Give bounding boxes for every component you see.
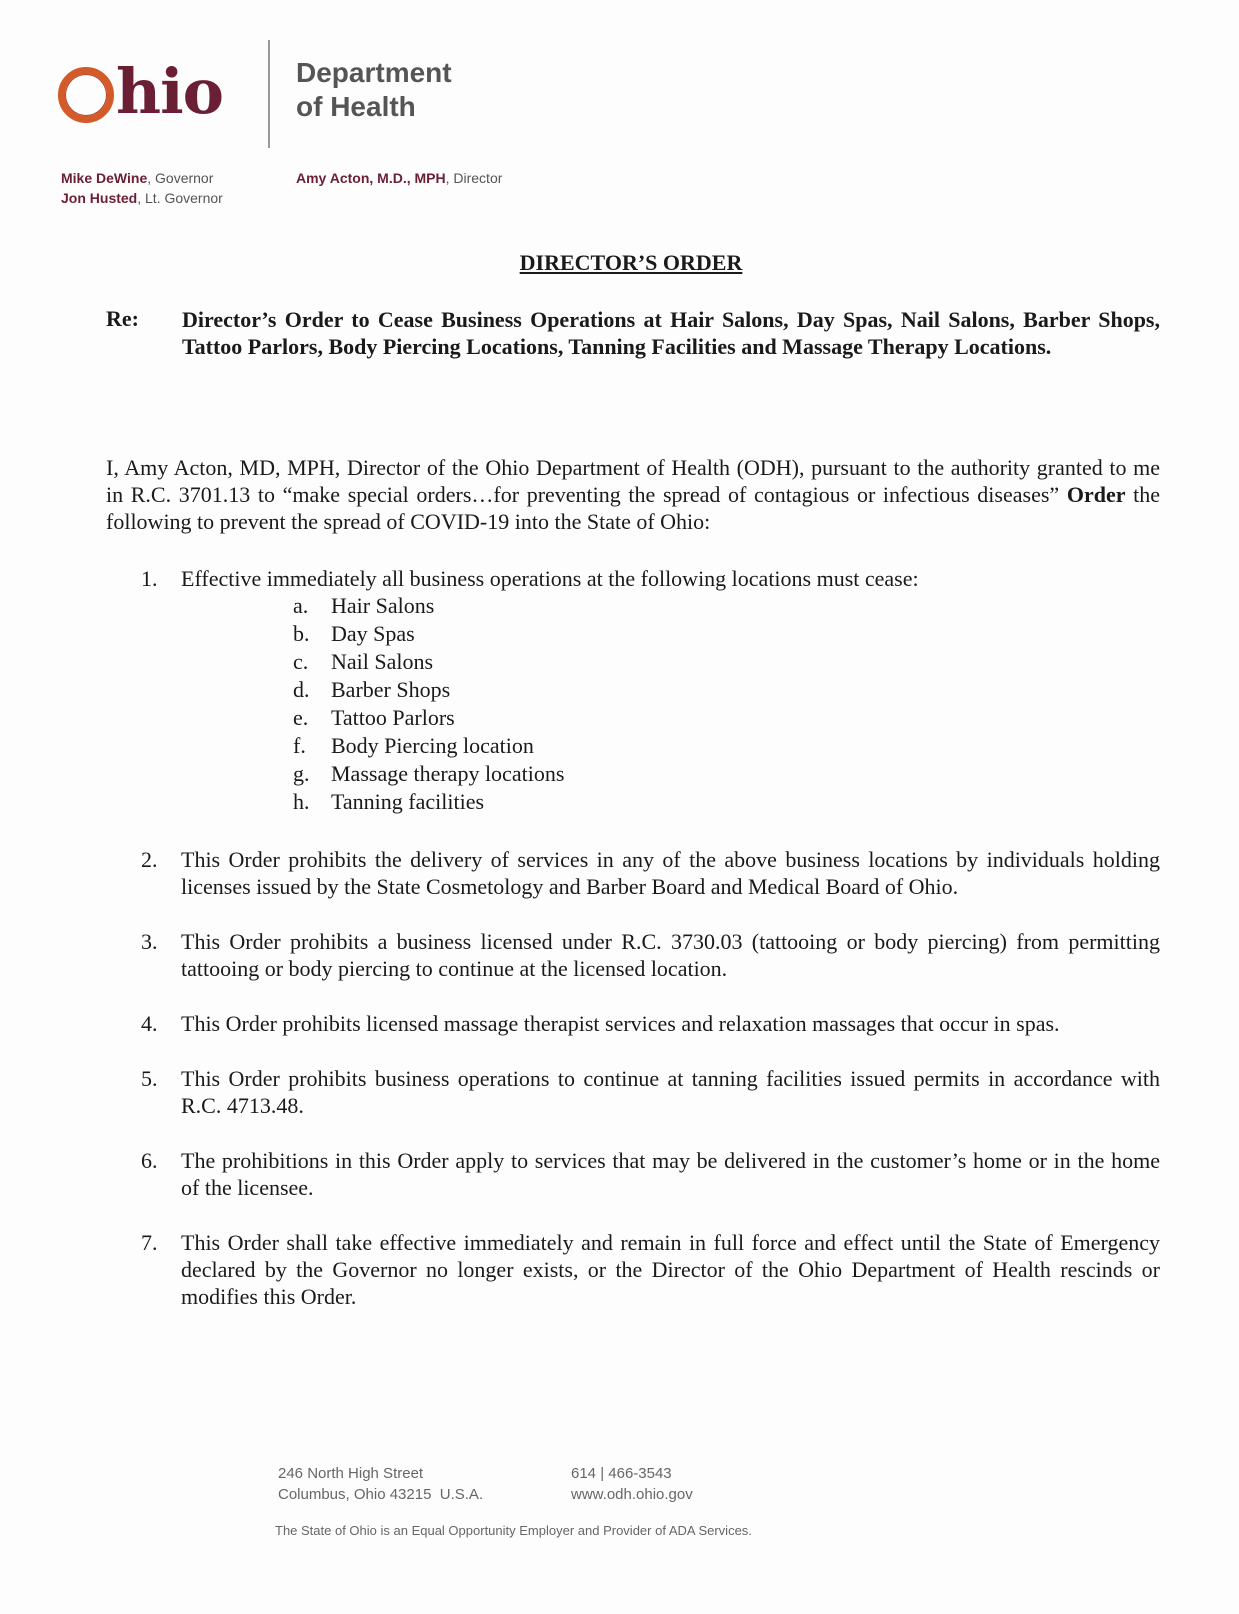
location-list-item bbox=[181, 620, 1160, 648]
item-text: This Order prohibits a business licensed under R.C. 3730.03 (tattooing or body piercing) from permitting tattooing or body piercing to continue at the licensed location. bbox=[181, 929, 1160, 981]
intro-order-bold: Order bbox=[1066, 482, 1126, 507]
order-items bbox=[106, 565, 1160, 1338]
order-item bbox=[106, 928, 1160, 982]
eeo-statement: The State of Ohio is an Equal Opportunity Employer and Provider of ADA Services. bbox=[275, 1523, 752, 1538]
official-governor bbox=[61, 168, 223, 188]
item-letter: e. bbox=[293, 705, 309, 730]
department-name bbox=[296, 56, 452, 124]
official-title: , Director bbox=[445, 170, 503, 186]
item-letter: b. bbox=[293, 621, 310, 646]
item-text: Effective immediately all business operations at the following locations must cease: bbox=[181, 566, 919, 591]
address-line-2: Columbus, Ohio 43215 U.S.A. bbox=[278, 1486, 484, 1503]
official-director bbox=[296, 168, 502, 188]
location-text: Barber Shops bbox=[331, 677, 451, 702]
location-list bbox=[181, 592, 1160, 816]
location-text: Massage therapy locations bbox=[331, 761, 565, 786]
item-letter: g. bbox=[293, 761, 310, 786]
item-letter: c. bbox=[293, 649, 309, 674]
item-number: 3. bbox=[141, 929, 158, 954]
official-name: Jon Husted bbox=[61, 190, 138, 206]
location-list-item bbox=[181, 732, 1160, 760]
item-number: 5. bbox=[141, 1066, 158, 1091]
order-item bbox=[106, 565, 1160, 816]
item-number: 7. bbox=[141, 1230, 158, 1255]
location-text: Day Spas bbox=[331, 621, 415, 646]
location-text: Hair Salons bbox=[331, 593, 435, 618]
intro-paragraph bbox=[106, 454, 1160, 535]
location-text: Nail Salons bbox=[331, 649, 434, 674]
item-text: This Order shall take effective immediately and remain in full force and effect until the State of Emergency declared by the Governor no longer exists, or the Director of the Ohio Department of Health rescinds or modifies this Order. bbox=[181, 1230, 1160, 1309]
location-text: Body Piercing location bbox=[331, 733, 534, 758]
intro-text: I, Amy Acton, MD, MPH, Director of the Ohio Department of Health (ODH), pursuant to the authority granted to me in R.C. 3701.13 to “make special orders…for preventing the spread of contagious or infectious diseases” bbox=[106, 455, 1160, 507]
item-number: 2. bbox=[141, 847, 158, 872]
ohio-logo-icon bbox=[58, 67, 114, 123]
address-line-1: 246 North High Street bbox=[278, 1465, 424, 1482]
re-subject: Director’s Order to Cease Business Operations at Hair Salons, Day Spas, Nail Salons, Barber Shops, Tattoo Parlors, Body Piercing Locations, Tanning Facilities and Massage Therapy Locations. bbox=[182, 307, 1160, 359]
location-list-item bbox=[181, 760, 1160, 788]
item-letter: h. bbox=[293, 789, 310, 814]
item-number: 1. bbox=[141, 566, 158, 591]
intro-text: the following to prevent the spread of COVID-19 into the State of Ohio: bbox=[106, 482, 1161, 534]
location-list-item bbox=[181, 592, 1160, 620]
footer-contact bbox=[571, 1463, 693, 1505]
location-list-item bbox=[181, 704, 1160, 732]
item-text: This Order prohibits licensed massage therapist services and relaxation massages that occur in spas. bbox=[181, 1011, 1060, 1036]
order-item bbox=[106, 1229, 1160, 1310]
item-number: 6. bbox=[141, 1148, 158, 1173]
letterhead-divider bbox=[268, 40, 270, 148]
item-text: This Order prohibits business operations to continue at tanning facilities issued permits in accordance with R.C. 4713.48. bbox=[181, 1066, 1160, 1118]
item-text: This Order prohibits the delivery of services in any of the above business locations by individuals holding licenses issued by the State Cosmetology and Barber Board and Medical Board of Ohio. bbox=[181, 847, 1160, 899]
officials-director bbox=[296, 168, 502, 188]
official-lt-governor bbox=[61, 188, 223, 208]
location-list-item bbox=[181, 676, 1160, 704]
item-letter: a. bbox=[293, 593, 309, 618]
item-number: 4. bbox=[141, 1011, 158, 1036]
official-title: , Governor bbox=[147, 170, 214, 186]
document-title: DIRECTOR’S ORDER bbox=[519, 250, 743, 275]
order-item bbox=[106, 1010, 1160, 1037]
department-line-1: Department bbox=[296, 57, 452, 88]
official-name: Mike DeWine bbox=[61, 170, 148, 186]
ohio-logo-text: hio bbox=[116, 55, 223, 128]
department-line-2: of Health bbox=[296, 91, 416, 122]
location-text: Tattoo Parlors bbox=[331, 705, 455, 730]
footer-address bbox=[278, 1463, 483, 1505]
location-text: Tanning facilities bbox=[331, 789, 485, 814]
item-text: The prohibitions in this Order apply to services that may be delivered in the customer’s home or in the home of the licensee. bbox=[181, 1148, 1160, 1200]
location-list-item bbox=[181, 648, 1160, 676]
website-link[interactable]: www.odh.ohio.gov bbox=[571, 1486, 693, 1503]
location-list-item bbox=[181, 788, 1160, 816]
re-label: Re: bbox=[106, 306, 139, 331]
item-letter: f. bbox=[293, 733, 306, 758]
officials-governor bbox=[61, 168, 223, 208]
order-item bbox=[106, 1065, 1160, 1119]
official-name: Amy Acton, M.D., MPH bbox=[296, 170, 446, 186]
ohio-logo bbox=[58, 52, 223, 132]
order-item bbox=[106, 1147, 1160, 1201]
phone-number: 614 | 466-3543 bbox=[571, 1465, 672, 1482]
order-item bbox=[106, 846, 1160, 900]
official-title: , Lt. Governor bbox=[137, 190, 223, 206]
item-letter: d. bbox=[293, 677, 310, 702]
